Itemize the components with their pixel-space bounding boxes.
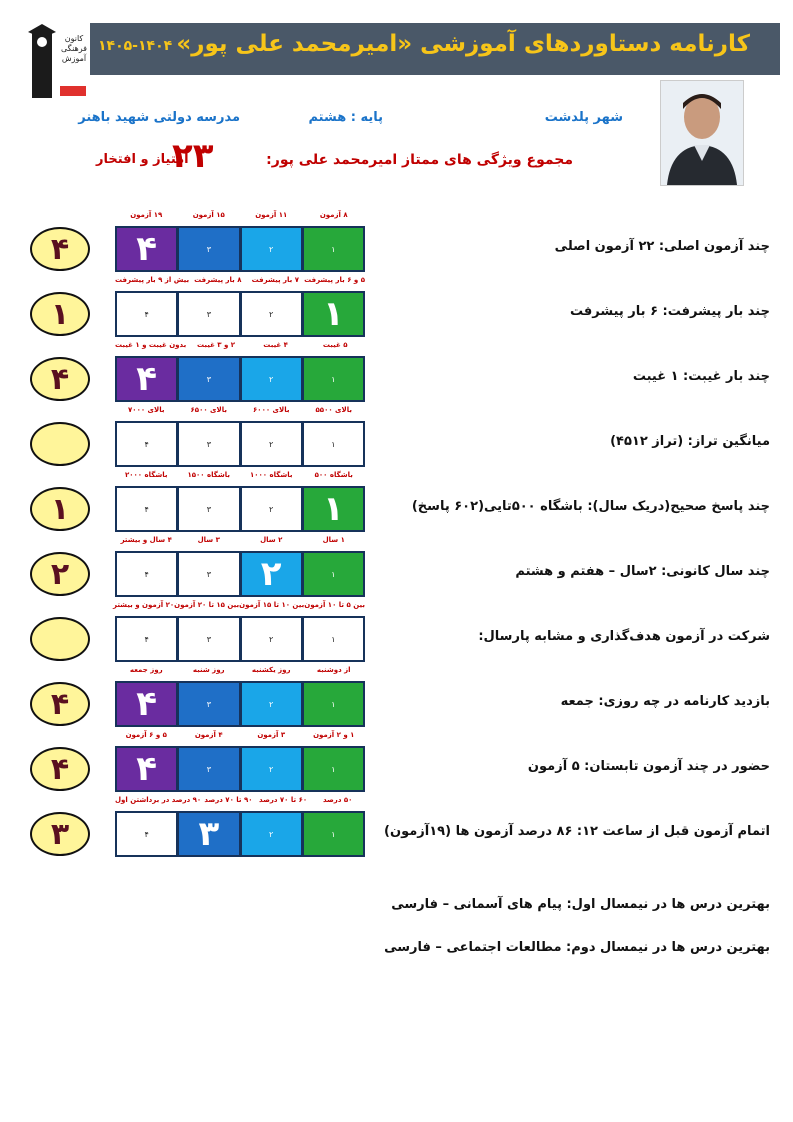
tier-label: باشگاه ۱۰۰۰ xyxy=(249,471,293,479)
row-score-badge: ۴ xyxy=(30,682,90,726)
score-cell-4: ۴ xyxy=(117,423,176,465)
row-tier-labels xyxy=(115,406,365,418)
student-photo xyxy=(660,80,744,186)
tier-label: ۱۹ آزمون xyxy=(130,211,163,219)
tier-label: روز جمعه xyxy=(129,666,163,674)
score-grid xyxy=(115,616,365,662)
tier-label: ۱۱ آزمون xyxy=(255,211,288,219)
tier-label: ۵۰ درصد xyxy=(322,796,353,804)
row-tier-labels xyxy=(115,731,365,743)
score-cell-2: ۲ xyxy=(242,358,301,400)
row-question: میانگین تراز: (تراز ۴۵۱۲) xyxy=(610,434,770,449)
row-tier-labels xyxy=(115,276,365,288)
score-cell-4: ۴ xyxy=(117,553,176,595)
row-question: اتمام آزمون قبل از ساعت ۱۲: ۸۶ درصد آزمون ها (۱۹آزمون) xyxy=(384,824,770,839)
tier-label: ۴ سال و بیشتر xyxy=(120,536,172,544)
score-cell-2: ۲ xyxy=(242,748,301,790)
kanoon-logo xyxy=(28,22,90,100)
tier-label: ۷ بار پیشرفت xyxy=(251,276,300,284)
tier-label: روز یکشنبه xyxy=(251,666,291,674)
tier-label: ۱ و ۲ آزمون xyxy=(313,731,355,739)
score-grid xyxy=(115,551,365,597)
score-cell-3: ۳ xyxy=(179,228,238,270)
score-cell-2: ۲ xyxy=(242,618,301,660)
tier-label: ۶۰ تا ۷۰ درصد xyxy=(259,796,308,804)
features-label: مجموع ویژگی های ممتاز امیرمحمد علی پور: xyxy=(266,152,573,168)
score-cell-2: ۲ xyxy=(242,488,301,530)
best-subjects-semester1: بهترین درس ها در نیمسال اول: پیام های آسمانی – فارسی xyxy=(391,897,770,912)
tier-label: بین ۱۵ تا ۲۰ آزمون xyxy=(174,601,240,609)
row-question: چند سال کانونی: ۲سال – هفتم و هشتم xyxy=(515,564,770,579)
academic-year: ۱۴۰۵-۱۴۰۴ xyxy=(98,38,173,54)
score-cell-3: ۳ xyxy=(179,813,238,855)
score-cell-4: ۴ xyxy=(117,358,176,400)
row-tier-labels xyxy=(112,601,365,613)
score-cell-2: ۲ xyxy=(242,553,301,595)
score-cell-1: ۱ xyxy=(304,358,363,400)
row-score-badge: ۲ xyxy=(30,552,90,596)
tier-label: بین ۵ تا ۱۰ آزمون xyxy=(304,601,365,609)
score-cell-4: ۴ xyxy=(117,813,176,855)
tier-label: ۹۰ تا ۷۰ درصد xyxy=(204,796,253,804)
tier-label: ۹۰ درصد در برداشتن اول xyxy=(114,796,202,804)
tier-label: ۲۰ آزمون و بیشتر xyxy=(112,601,175,609)
header-banner xyxy=(90,23,780,75)
tier-label: ۳ سال xyxy=(197,536,220,544)
score-cell-4: ۴ xyxy=(117,748,176,790)
tier-label: ۴ آزمون xyxy=(194,731,223,739)
row-question: چند بار پیشرفت: ۶ بار پیشرفت xyxy=(569,304,770,319)
tier-label: ۴ غیبت xyxy=(263,341,288,349)
tier-label: ۲ و ۳ غیبت xyxy=(196,341,236,349)
row-score-badge: ۱ xyxy=(30,292,90,336)
total-score: ۲۳ xyxy=(172,136,214,176)
score-cell-4: ۴ xyxy=(117,683,176,725)
score-cell-4: ۴ xyxy=(117,293,176,335)
tier-label: ۱ سال xyxy=(322,536,345,544)
tier-label: بین ۱۰ تا ۱۵ آزمون xyxy=(239,601,305,609)
row-question: شرکت در آزمون هدف‌گذاری و مشابه پارسال: xyxy=(478,629,770,644)
tier-label: بالای ۵۵۰۰ xyxy=(315,406,352,414)
tier-label: بالای ۷۰۰۰ xyxy=(128,406,165,414)
row-score-badge: ۴ xyxy=(30,357,90,401)
tier-label: از دوشنبه xyxy=(316,666,351,674)
score-grid xyxy=(115,811,365,857)
row-question: حضور در چند آزمون تابستان: ۵ آزمون xyxy=(527,759,770,774)
score-cell-2: ۲ xyxy=(242,683,301,725)
score-grid xyxy=(115,291,365,337)
row-question: چند بار غیبت: ۱ غیبت xyxy=(632,369,770,384)
tier-label: ۸ آزمون xyxy=(319,211,348,219)
row-tier-labels xyxy=(115,796,365,808)
row-question: چند آزمون اصلی: ۲۲ آزمون اصلی xyxy=(554,239,770,254)
score-cell-3: ۳ xyxy=(179,683,238,725)
row-tier-labels xyxy=(115,536,365,548)
score-cell-1: ۱ xyxy=(304,553,363,595)
score-cell-1: ۱ xyxy=(304,618,363,660)
row-question: بازدید کارنامه در چه روزی: جمعه xyxy=(560,694,770,709)
score-cell-4: ۴ xyxy=(117,488,176,530)
score-cell-2: ۲ xyxy=(242,423,301,465)
row-score-badge xyxy=(30,617,90,661)
score-cell-3: ۳ xyxy=(179,358,238,400)
tier-label: باشگاه ۵۰۰ xyxy=(314,471,353,479)
tier-label: بدون غیبت و ۱ غیبت xyxy=(115,341,187,349)
score-cell-1: ۱ xyxy=(304,293,363,335)
row-score-badge: ۴ xyxy=(30,227,90,271)
score-grid xyxy=(115,356,365,402)
row-question: چند پاسخ صحیح(دریک سال): باشگاه ۵۰۰تایی(۶۰۲ پاسخ) xyxy=(411,499,770,514)
row-score-badge: ۳ xyxy=(30,812,90,856)
city-label: شهر پلدشت xyxy=(544,110,623,125)
grade-label: پایه : هشتم xyxy=(308,110,383,125)
tier-label: ۵ و ۶ آزمون xyxy=(125,731,167,739)
row-score-badge: ۱ xyxy=(30,487,90,531)
tier-label: ۱۵ آزمون xyxy=(192,211,225,219)
score-cell-2: ۲ xyxy=(242,813,301,855)
tier-label: ۳ آزمون xyxy=(257,731,286,739)
tier-label: ۵ غیبت xyxy=(322,341,348,349)
row-score-badge xyxy=(30,422,90,466)
score-grid xyxy=(115,226,365,272)
score-cell-1: ۱ xyxy=(304,228,363,270)
score-cell-1: ۱ xyxy=(304,683,363,725)
score-grid xyxy=(115,421,365,467)
row-tier-labels xyxy=(115,341,365,353)
row-tier-labels xyxy=(115,211,365,223)
logo-text: کانون فرهنگی آموزش xyxy=(61,34,87,63)
score-grid xyxy=(115,486,365,532)
score-cell-1: ۱ xyxy=(304,813,363,855)
score-grid xyxy=(115,746,365,792)
tier-label: ۲ سال xyxy=(260,536,283,544)
score-cell-1: ۱ xyxy=(304,423,363,465)
score-cell-1: ۱ xyxy=(304,488,363,530)
tier-label: بالای ۶۵۰۰ xyxy=(190,406,227,414)
row-tier-labels xyxy=(115,666,365,678)
score-cell-2: ۲ xyxy=(242,228,301,270)
tier-label: روز شنبه xyxy=(192,666,225,674)
score-cell-2: ۲ xyxy=(242,293,301,335)
score-suffix: امتیاز و افتخار xyxy=(96,152,189,167)
score-grid xyxy=(115,681,365,727)
tier-label: باشگاه ۲۰۰۰ xyxy=(124,471,168,479)
row-score-badge: ۴ xyxy=(30,747,90,791)
score-cell-3: ۳ xyxy=(179,293,238,335)
tier-label: بالای ۶۰۰۰ xyxy=(253,406,290,414)
page-title: کارنامه دستاوردهای آموزشی «امیرمحمد علی پور» xyxy=(176,31,750,57)
tier-label: باشگاه ۱۵۰۰ xyxy=(187,471,230,479)
tier-label: ۸ بار پیشرفت xyxy=(194,276,242,284)
score-cell-4: ۴ xyxy=(117,618,176,660)
school-label: مدرسه دولتی شهید باهنر xyxy=(78,110,240,125)
score-cell-3: ۳ xyxy=(179,423,238,465)
score-cell-3: ۳ xyxy=(179,553,238,595)
row-tier-labels xyxy=(115,471,365,483)
score-cell-3: ۳ xyxy=(179,748,238,790)
score-cell-3: ۳ xyxy=(179,618,238,660)
best-subjects-semester2: بهترین درس ها در نیمسال دوم: مطالعات اجتماعی – فارسی xyxy=(384,940,770,955)
score-cell-1: ۱ xyxy=(304,748,363,790)
score-cell-4: ۴ xyxy=(117,228,176,270)
tier-label: ۵ و ۶ بار پیشرفت xyxy=(304,276,365,284)
tier-label: بیش از ۹ بار پیشرفت xyxy=(114,276,190,284)
score-cell-3: ۳ xyxy=(179,488,238,530)
